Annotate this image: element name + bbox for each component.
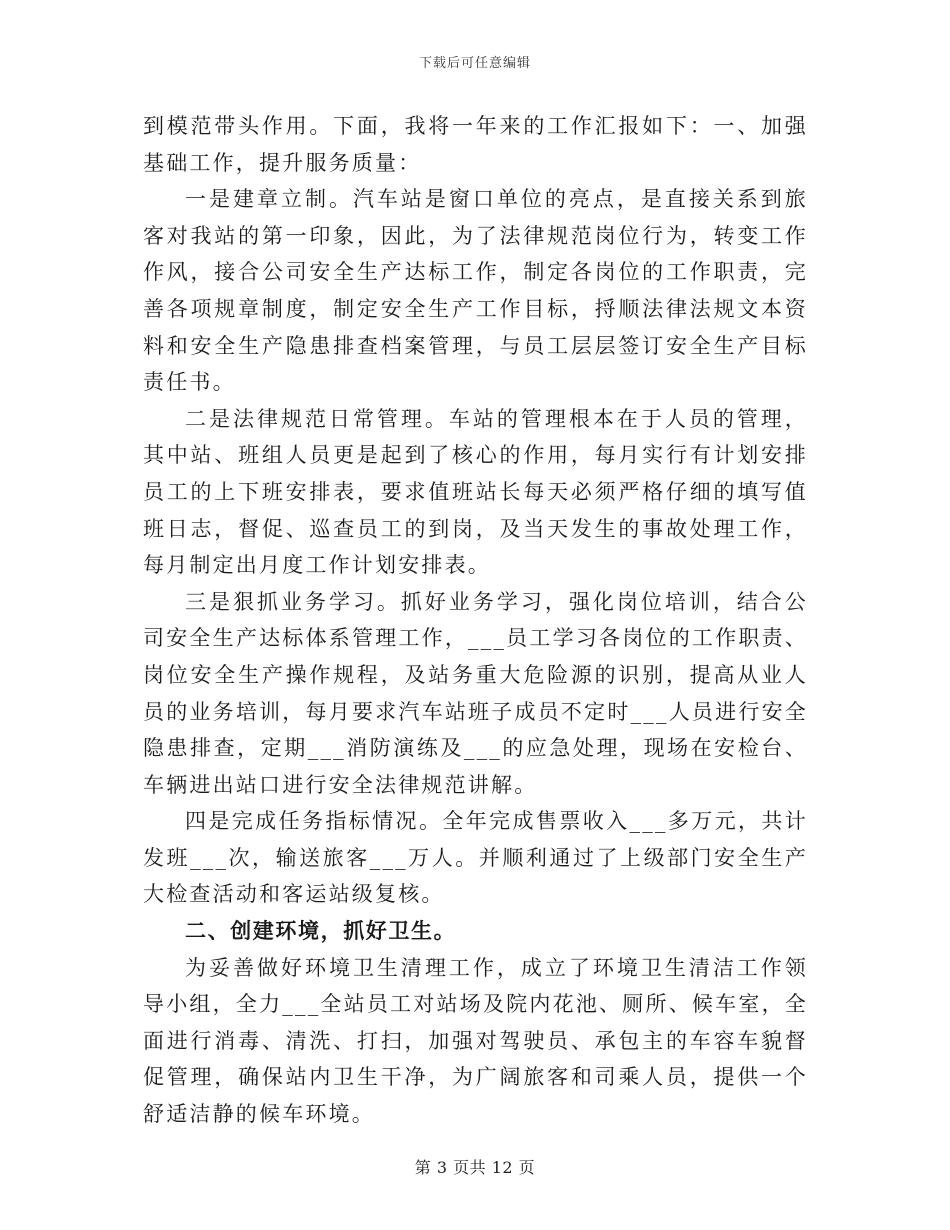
paragraph-regulations: 一是建章立制。汽车站是窗口单位的亮点，是直接关系到旅客对我站的第一印象，因此，为了法律规范岗位行为，转变工作作风，接合公司安全生产达标工作，制定各岗位的工作职责，完善各项规章制度，制定安全生产工作目标，捋顺法律法规文本资料和安全生产隐患排查档案管理，与员工层层签订安全生产目标责任书。 bbox=[143, 187, 808, 395]
paragraph-daily-management: 二是法律规范日常管理。车站的管理根本在于人员的管理，其中站、班组人员更是起到了核心的作用，每月实行有计划安排员工的上下班安排表，要求值班站长每天必须严格仔细的填写值班日志，督促、巡查员工的到岗，及当天发生的事故处理工作，每月制定出月度工作计划安排表。 bbox=[143, 406, 808, 578]
paragraph-task-indicators: 四是完成任务指标情况。全年完成售票收入___多万元，共计发班___次，输送旅客___万人。并顺利通过了上级部门安全生产大检查活动和客运站级复核。 bbox=[143, 809, 808, 907]
paragraph-business-study: 三是狠抓业务学习。抓好业务学习，强化岗位培训，结合公司安全生产达标体系管理工作，___员工学习各岗位的工作职责、岗位安全生产操作规程，及站务重大危险源的识别，提高从业人员的业务培训，每月要求汽车站班子成员不定时___人员进行安全隐患排查，定期___消防演练及___的应急处理，现场在安检台、车辆进出站口进行安全法律规范讲解。 bbox=[143, 589, 808, 797]
paragraph-hygiene: 为妥善做好环境卫生清理工作，成立了环境卫生清洁工作领导小组，全力___全站员工对站场及院内花池、厕所、候车室，全面进行消毒、清洗、打扫，加强对驾驶员、承包主的车容车貌督促管理，确保站内卫生干净，为广阔旅客和司乘人员，提供一个舒适洁静的候车环境。 bbox=[143, 955, 808, 1127]
page-header: 下载后可任意编辑 bbox=[418, 56, 531, 71]
document-body bbox=[143, 108, 808, 1133]
page-footer: 第 3 页共 12 页 bbox=[414, 1158, 536, 1177]
paragraph-intro: 到模范带头作用。下面，我将一年来的工作汇报如下：一、加强基础工作，提升服务质量： bbox=[143, 114, 808, 175]
section-heading-environment: 二、创建环境，抓好卫生。 bbox=[185, 919, 457, 944]
